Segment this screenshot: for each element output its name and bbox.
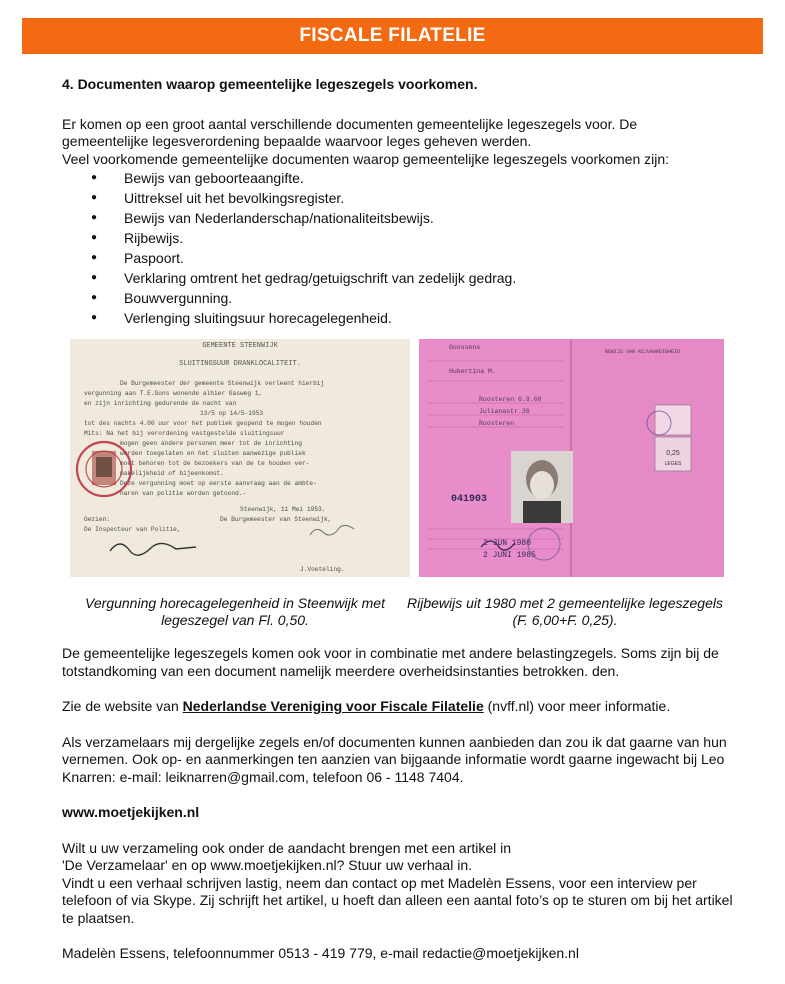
list-item: ● Verklaring omtrent het gedrag/getuigschrift van zedelijk gedrag. <box>62 268 722 288</box>
license-birth: Roosteren 6.9.60 <box>479 396 542 403</box>
figure-row <box>70 339 724 577</box>
list-item: ● Verlenging sluitingsuur horecagelegenheid. <box>62 308 722 328</box>
svg-text:mogen geen andere personen mee: mogen geen andere personen meer tot de inrichting <box>120 440 302 447</box>
svg-text:moet behoren tot de bezoekers: moet behoren tot de bezoekers van de te houden ver- <box>120 460 310 467</box>
list-item: ● Rijbewijs. <box>62 228 722 248</box>
drivers-license-image <box>419 339 724 577</box>
list-item: ● Uittreksel uit het bevolkingsregister. <box>62 188 722 208</box>
banner-title: FISCALE FILATELIE <box>299 25 486 46</box>
license-given-name: Hubertina M. <box>449 368 496 375</box>
svg-text:BEWIJS VAN RIJVAARDIGHEID: BEWIJS VAN RIJVAARDIGHEID <box>605 349 681 355</box>
license-number: 041903 <box>451 494 488 505</box>
svg-text:13/5 op 14/5-1953: 13/5 op 14/5-1953 <box>200 410 264 417</box>
section-content <box>62 76 722 328</box>
website-paragraph <box>62 698 742 716</box>
caption-license: Rijbewijs uit 1980 met 2 gemeentelijke legeszegels (F. 6,00+F. 0,25). <box>407 595 723 628</box>
permit-document-image <box>70 339 410 577</box>
intro-list-lead: Veel voorkomende gemeentelijke documenten waarop gemeentelijke legeszegels voorkomen zijn: <box>62 150 670 167</box>
stamp-value: 0,25 <box>666 450 680 457</box>
intro-paragraph: Er komen op een groot aantal verschillende documenten gemeentelijke legeszegels voor. De gemeentelijke legesverordening bepaalde waarvoor leges geheven werden. <box>62 115 638 149</box>
submit-line-3: Vindt u een verhaal schrijven lastig, neem dan contact op met Madelèn Essens, voor een interview per telefoon of via Skype. Zij schrijft het artikel, u hoeft dan alleen een aantal foto’s op te sturen om bij het artikel te plaatsen. <box>62 874 733 926</box>
list-item: ● Bouwvergunning. <box>62 288 722 308</box>
license-portrait <box>511 451 573 523</box>
license-date-1: 2 JUN 1980 <box>483 539 532 548</box>
nvff-link[interactable]: Nederlandse Vereniging voor Fiscale Filatelie <box>182 698 484 714</box>
permit-police: De Inspecteur van Politie, <box>84 526 181 533</box>
lower-content <box>62 645 742 963</box>
permit-document-photo <box>70 339 410 577</box>
site-heading: www.moetjekijken.nl <box>62 804 200 820</box>
list-item: ● Paspoort. <box>62 248 722 268</box>
combination-paragraph: De gemeentelijke legeszegels komen ook voor in combinatie met andere belastingzegels. Soms zijn bij de totstandkoming van een document namelijk meerdere overheidsinstanties betrokken. den. <box>62 645 719 679</box>
submit-line-1: Wilt u uw verzameling ook onder de aandacht brengen met een artikel in <box>62 839 512 856</box>
document-list <box>62 168 722 328</box>
svg-text:worden toegelaten en het sluit: worden toegelaten en het sluiten aanwezige publiek <box>120 450 306 457</box>
page-banner <box>22 18 763 54</box>
contact-line: Madelèn Essens, telefoonnummer 0513 - 419 779, e-mail redactie@moetjekijken.nl <box>62 945 579 961</box>
svg-text:vergunning aan T.E.Gons w: vergunning aan T.E.Gons wonende alhier Gasweg 1, <box>84 390 263 397</box>
license-surname: Goossens <box>449 344 481 351</box>
permit-subtitle: SLUITINGSUUR DRANKLOCALITEIT. <box>179 360 301 368</box>
website-lead: Zie de website van <box>62 698 183 714</box>
svg-text:Mits: Na het bij verordening v: Mits: Na het bij verordening vastgestelde sluitingsuur <box>84 430 285 437</box>
list-item: ● Bewijs van Nederlanderschap/nationaliteitsbewijs. <box>62 208 722 228</box>
svg-text:makelijkheid of bijeenkomst.: makelijkheid of bijeenkomst. <box>120 470 224 477</box>
svg-text:en zijn inrichting gedurende d: en zijn inrichting gedurende de nacht van <box>84 400 237 407</box>
caption-permit: Vergunning horecagelegenheid in Steenwijk met legeszegel van Fl. 0,50. <box>85 595 385 628</box>
section-heading: 4. Documenten waarop gemeentelijke legeszegels voorkomen. <box>62 76 478 92</box>
license-street: Julianastr.36 <box>479 408 530 415</box>
svg-text:naren van politie worden getoo: naren van politie worden getoond.- <box>120 490 247 497</box>
svg-text:Deze vergunning moet op eerste: Deze vergunning moet op eerste aanvraag aan de ambte- <box>120 480 317 487</box>
svg-text:Gezien:: Gezien: <box>84 516 110 523</box>
svg-text:De Burgemeester der gemeente S: De Burgemeester der gemeente Steenwijk verleent hierbij <box>120 380 325 387</box>
permit-date: Steenwijk, 11 Mei 1953. <box>240 506 326 513</box>
license-town: Roosteren <box>479 420 515 427</box>
drivers-license-photo <box>419 339 724 577</box>
submit-line-2: 'De Verzamelaar' en op www.moetjekijken.nl? Stuur uw verhaal in. <box>62 857 472 873</box>
list-item: ● Bewijs van geboorteaangifte. <box>62 168 722 188</box>
permit-signatory: De Burgemeester van Steenwijk, <box>220 516 332 523</box>
collectors-paragraph: Als verzamelaars mij dergelijke zegels en/of documenten kunnen aanbieden dan zou ik dat gaarne van hun vernemen. Ook op- en aanmerkingen ten aanzien van bijgaande informatie wordt gaarne ingewacht bij Leo Knarren: e-mail: leiknarren@gmail.com, telefoon 06 - 1148 7404. <box>62 733 727 785</box>
svg-text:tot des nachts 4.00 uur voor h: tot des nachts 4.00 uur voor het publiek geopend te mogen houden <box>84 420 322 427</box>
license-date-2: 2 JUNI 1985 <box>483 551 536 560</box>
permit-title: GEMEENTE STEENWIJK <box>202 342 278 350</box>
stamp-label: LEGES <box>664 461 682 467</box>
website-tail: (nvff.nl) voor meer informatie. <box>483 698 671 714</box>
permit-name: J.Voeteling. <box>300 566 345 573</box>
